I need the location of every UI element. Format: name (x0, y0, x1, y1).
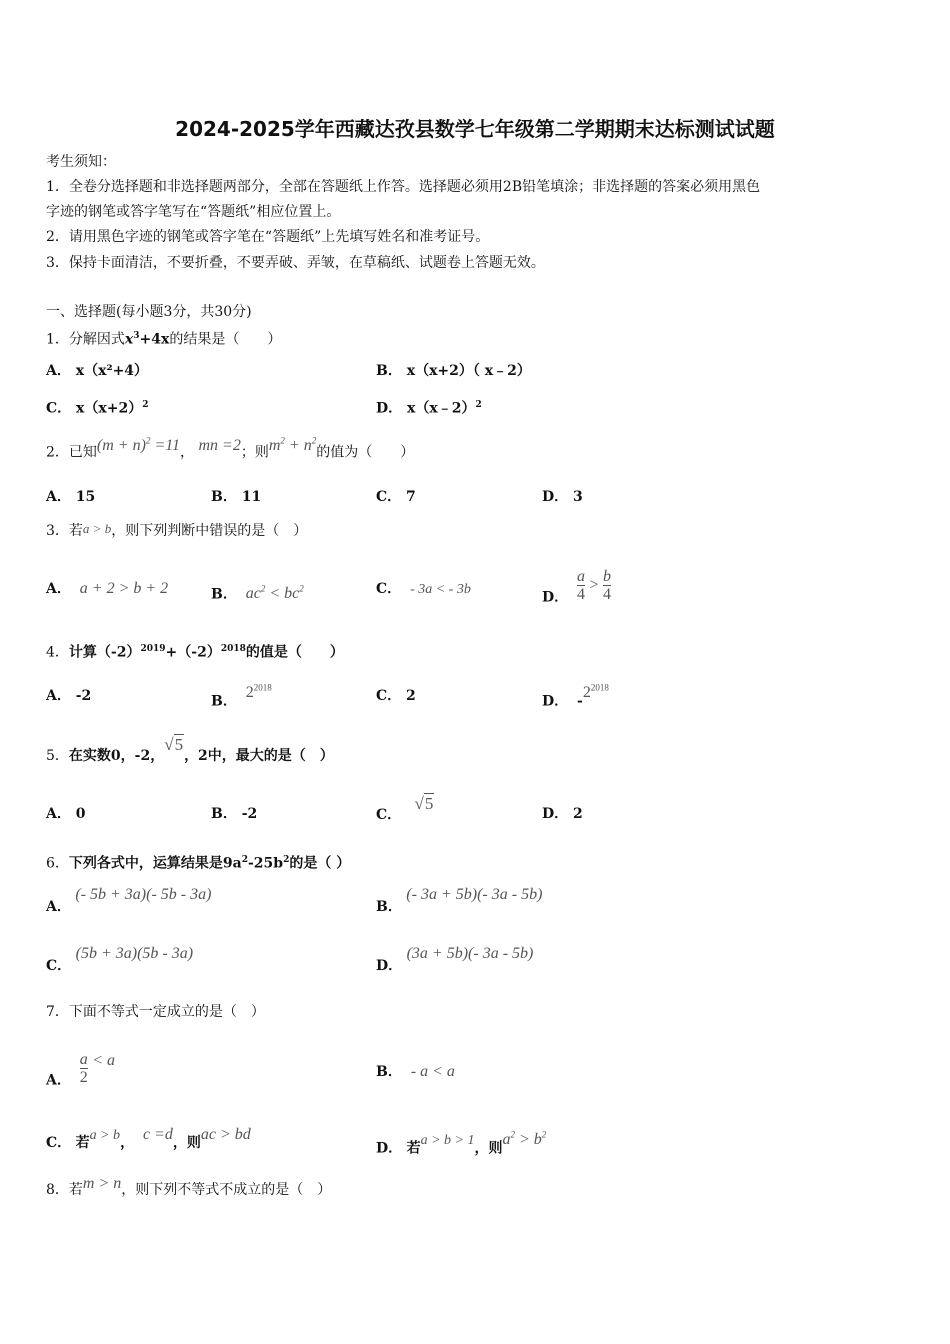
question-5: 5．在实数0，-2，√5，2中，最大的是（ ） (46, 735, 334, 764)
question-4: 4．计算$(-2)^{2019}+(-2)^{2018}$的值是（ ） (46, 644, 344, 661)
q1-num: 1． (46, 331, 69, 348)
q1-x: x (124, 331, 134, 348)
q3-option-a: A． a + 2 > b + 2 (46, 580, 169, 597)
question-7: 7．下面不等式一定成立的是（ ） (46, 1004, 265, 1020)
q8-cond: m > n (82, 1175, 122, 1192)
q4-option-d: D． $-2^{2018}$ (542, 683, 609, 710)
q2-expr1: $(m + n)^2 =11$ (96, 436, 181, 455)
notice-heading: 考生须知： (46, 154, 116, 170)
notice-item-1-cont: 字迹的钢笔或答字笔写在“答题纸”相应位置上。 (46, 204, 341, 220)
question-6: 6．下列各式中，运算结果是$9a^2-25b^2$的是（ ） (46, 855, 351, 872)
q1-option-b: B． x（x+2）（ x﹣2） (376, 363, 531, 379)
q2-option-b: B． 11 (211, 489, 262, 505)
q3-cond: a > b (82, 521, 112, 536)
q5-option-d: D． 2 (542, 806, 583, 822)
section-heading: 一、选择题(每小题3分，共30分) (46, 304, 252, 320)
q1-option-a: A． x（x²+4） (46, 363, 149, 379)
question-1 (46, 327, 281, 349)
q5-option-b: B． -2 (211, 806, 258, 822)
q1-exp: 3 (133, 331, 140, 341)
q1-pre: 分解因式 (68, 331, 125, 348)
q7-option-b: B． - a < a (376, 1063, 455, 1080)
q5-option-a: A． 0 (46, 806, 86, 822)
q7-option-c: C． 若a > b， c =d，则ac > bd (46, 1126, 251, 1151)
q1-rest: +4x (139, 331, 170, 348)
q4-option-c: C． 2 (376, 688, 416, 704)
q1-option-d: D． x（x﹣2）$^2$ (376, 400, 482, 417)
q3-option-b: B． $ac^2 < bc^2$ (211, 584, 304, 603)
q2-expr3: $m^2 + n^2$ (268, 436, 317, 455)
q2-option-c: C． 7 (376, 489, 416, 505)
q3-option-c: C． - 3a < - 3b (376, 581, 471, 597)
q2-option-a: A． 15 (46, 489, 96, 505)
q3-option-d: D． $\frac{a}{4}$ > $\frac{b}{4}$ (542, 568, 611, 606)
q6-option-b: B． (- 3a + 5b)(- 3a - 5b) (376, 886, 543, 915)
q1-post: 的结果是（ ） (169, 331, 282, 348)
q2-option-d: D． 3 (542, 489, 583, 505)
notice-item-2: 2．请用黑色字迹的钢笔或答字笔在“答题纸”上先填写姓名和准考证号。 (46, 229, 490, 245)
q6-option-c: C． (5b + 3a)(5b - 3a) (46, 945, 194, 974)
q5-option-c: C． √5 (376, 794, 434, 823)
notice-item-1: 1．全卷分选择题和非选择题两部分，全部在答题纸上作答。选择题必须用2B铅笔填涂；非选择题的答案必须用黑色 (46, 179, 761, 195)
question-8: 8．若m > n，则下列不等式不成立的是（ ） (46, 1175, 332, 1198)
notice-item-3: 3．保持卡面清洁，不要折叠，不要弄破、弄皱，在草稿纸、试题卷上答题无效。 (46, 255, 545, 271)
question-3: 3．若a > b，则下列判断中错误的是（ ） (46, 521, 308, 539)
q5-sqrt: √5 (164, 735, 184, 754)
q4-option-b: B． $2^{2018}$ (211, 683, 272, 710)
q6-option-a: A． (- 5b + 3a)(- 5b - 3a) (46, 886, 212, 915)
question-2: 2．已知$(m + n)^2 =11$， mn =2；则$m^2 + n^2$的值为（ ） (46, 436, 415, 461)
q6-option-d: D． (3a + 5b)(- 3a - 5b) (376, 945, 534, 974)
q4-option-a: A． -2 (46, 688, 92, 704)
q2-expr2: mn =2 (198, 437, 241, 455)
q7-option-d: D． 若a > b > 1，则$a^2 > b^2$ (376, 1130, 547, 1157)
q1-option-c: C． $x(x+2)^2$ (46, 400, 149, 417)
q7-option-a: A． $\frac{a}{2}$ < a (46, 1051, 116, 1089)
page-title: 2024-2025学年西藏达孜县数学七年级第二学期期末达标测试试题 (175, 117, 775, 141)
